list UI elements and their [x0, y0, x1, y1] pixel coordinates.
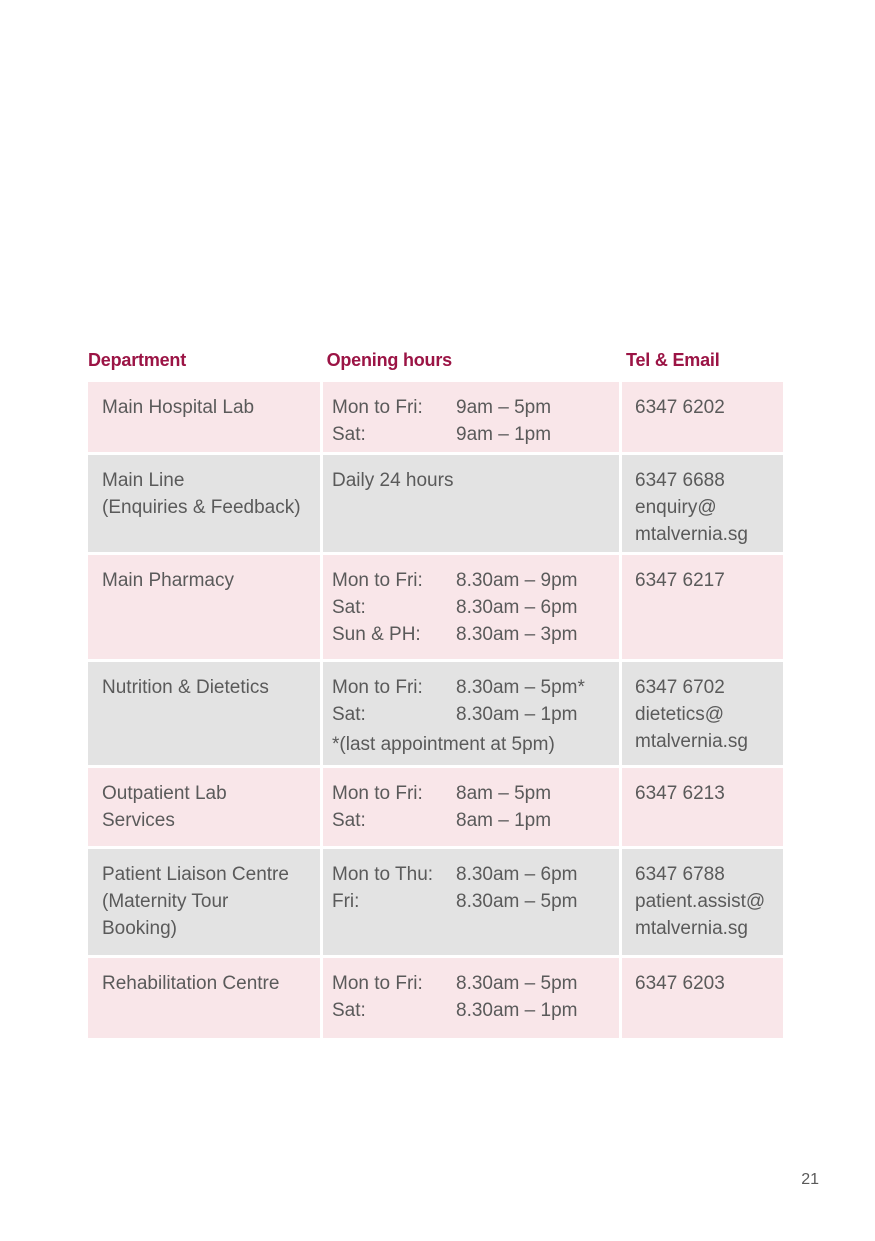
department-cell	[88, 958, 320, 1038]
opening-hours-table	[88, 350, 787, 1041]
hours-day: Mon to Fri:	[332, 677, 423, 698]
table-row	[88, 849, 787, 958]
email-address: mtalvernia.sg	[635, 918, 748, 939]
phone-number: 6347 6688	[635, 470, 725, 491]
hours-line	[332, 861, 609, 888]
hours-day: Mon to Thu:	[332, 864, 434, 885]
hours-time: 8.30am – 5pm	[456, 891, 578, 912]
table-row	[88, 555, 787, 662]
department-name: (Maternity Tour	[102, 891, 229, 912]
table-row	[88, 382, 787, 455]
phone-number: 6347 6202	[635, 397, 725, 418]
contact-cell	[619, 849, 783, 955]
department-cell	[88, 382, 320, 452]
department-cell	[88, 662, 320, 765]
hours-note: *(last appointment at 5pm)	[332, 734, 555, 755]
header-opening-hours: Opening hours	[326, 350, 452, 370]
contact-cell	[619, 662, 783, 765]
email-address: mtalvernia.sg	[635, 524, 748, 545]
contact-cell	[619, 555, 783, 659]
phone-number: 6347 6702	[635, 677, 725, 698]
contact-cell	[619, 455, 783, 552]
header-tel-email: Tel & Email	[626, 350, 720, 370]
hours-time: 8.30am – 1pm	[456, 704, 578, 725]
hours-day: Sat:	[332, 597, 366, 618]
table-row	[88, 662, 787, 768]
table-header	[88, 350, 787, 382]
hours-day: Mon to Fri:	[332, 973, 423, 994]
hours-cell	[320, 382, 619, 452]
hours-time: 9am – 5pm	[456, 397, 552, 418]
table-body	[88, 382, 787, 1041]
department-cell	[88, 555, 320, 659]
hours-cell	[320, 849, 619, 955]
department-name: Rehabilitation Centre	[102, 973, 280, 994]
hours-day: Mon to Fri:	[332, 570, 423, 591]
phone-number: 6347 6788	[635, 864, 725, 885]
hours-time: 8.30am – 1pm	[456, 1000, 578, 1021]
hours-day: Mon to Fri:	[332, 397, 423, 418]
hours-line	[332, 421, 609, 448]
department-name: Main Line	[102, 470, 185, 491]
email-address: enquiry@	[635, 497, 717, 518]
hours-line	[332, 394, 609, 421]
hours-line	[332, 701, 609, 728]
hours-line	[332, 970, 609, 997]
hours-time: 8.30am – 5pm	[456, 973, 578, 994]
table-row	[88, 768, 787, 849]
hours-line	[332, 621, 609, 648]
department-name: Nutrition & Dietetics	[102, 677, 269, 698]
contact-cell	[619, 768, 783, 846]
table-row	[88, 455, 787, 555]
hours-line	[332, 594, 609, 621]
department-cell	[88, 768, 320, 846]
table-row	[88, 958, 787, 1041]
hours-text: Daily 24 hours	[332, 470, 454, 491]
hours-day: Sat:	[332, 704, 366, 725]
hours-time: 8am – 1pm	[456, 810, 552, 831]
hours-day: Sat:	[332, 1000, 366, 1021]
department-name: Services	[102, 810, 175, 831]
page-number: 21	[801, 1171, 819, 1188]
hours-cell	[320, 555, 619, 659]
hours-day: Sat:	[332, 424, 366, 445]
hours-time: 8.30am – 6pm	[456, 597, 578, 618]
department-name: (Enquiries & Feedback)	[102, 497, 301, 518]
hours-cell	[320, 455, 619, 552]
department-name: Booking)	[102, 918, 177, 939]
hours-day: Mon to Fri:	[332, 783, 423, 804]
hours-time: 9am – 1pm	[456, 424, 552, 445]
header-department: Department	[88, 350, 187, 370]
contact-cell	[619, 382, 783, 452]
phone-number: 6347 6213	[635, 783, 725, 804]
hours-line	[332, 674, 609, 701]
hours-time: 8.30am – 3pm	[456, 624, 578, 645]
hours-line	[332, 997, 609, 1024]
department-name: Patient Liaison Centre	[102, 864, 289, 885]
phone-number: 6347 6203	[635, 973, 725, 994]
department-name: Outpatient Lab	[102, 783, 227, 804]
email-address: mtalvernia.sg	[635, 731, 748, 752]
department-cell	[88, 455, 320, 552]
department-cell	[88, 849, 320, 955]
hours-line	[332, 807, 609, 834]
hours-day: Fri:	[332, 891, 360, 912]
department-name: Main Pharmacy	[102, 570, 234, 591]
hours-time: 8.30am – 5pm*	[456, 677, 585, 698]
hours-line	[332, 888, 609, 915]
hours-cell	[320, 958, 619, 1038]
department-name: Main Hospital Lab	[102, 397, 255, 418]
hours-line	[332, 567, 609, 594]
hours-time: 8.30am – 9pm	[456, 570, 578, 591]
hours-time: 8.30am – 6pm	[456, 864, 578, 885]
hours-day: Sun & PH:	[332, 624, 421, 645]
hours-time: 8am – 5pm	[456, 783, 552, 804]
hours-day: Sat:	[332, 810, 366, 831]
email-address: patient.assist@	[635, 891, 766, 912]
hours-cell	[320, 662, 619, 765]
email-address: dietetics@	[635, 704, 724, 725]
contact-cell	[619, 958, 783, 1038]
hours-line	[332, 780, 609, 807]
hours-cell	[320, 768, 619, 846]
phone-number: 6347 6217	[635, 570, 725, 591]
